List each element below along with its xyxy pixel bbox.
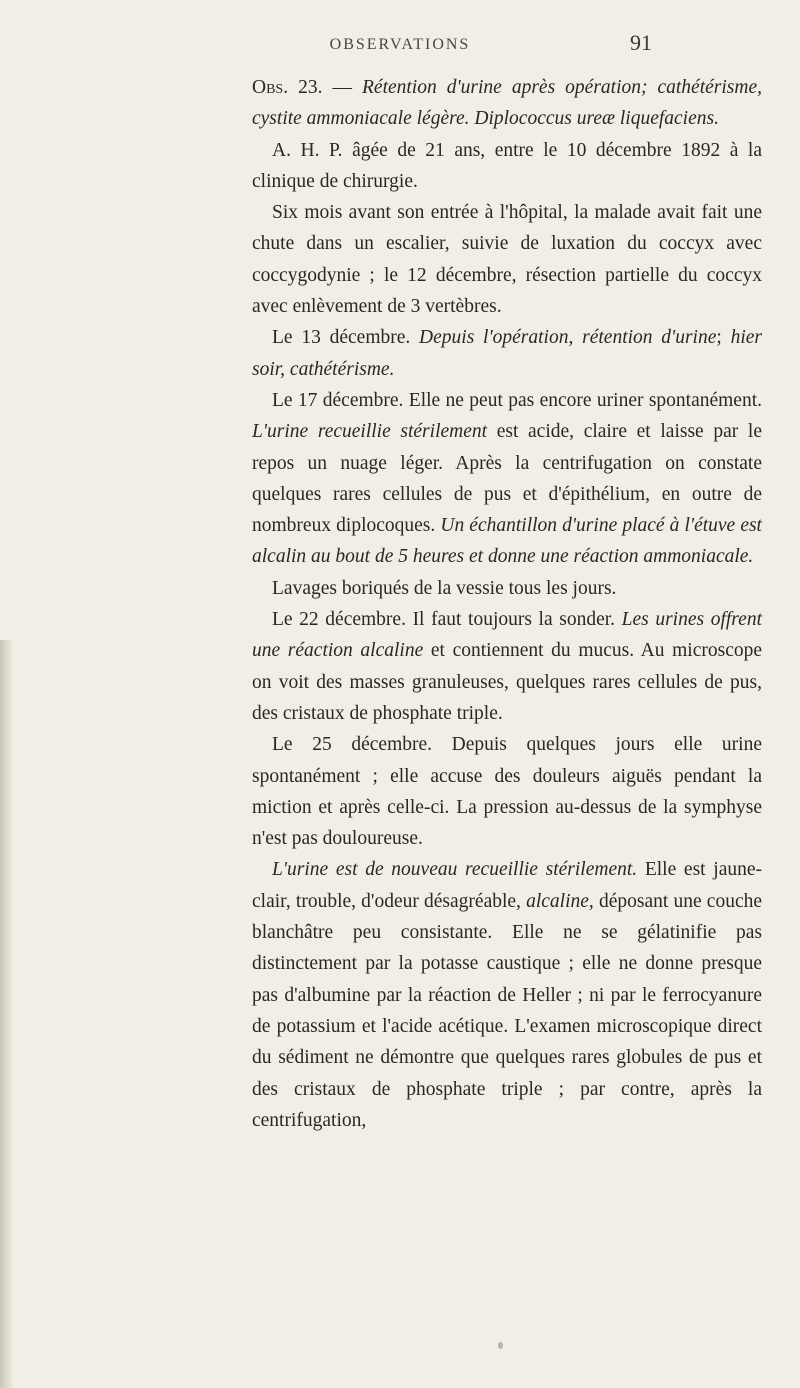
body-text [252, 72, 762, 1136]
italic-text: Les urines offrent une réaction alcaline [252, 609, 762, 662]
paragraph [252, 854, 762, 1136]
paragraph [252, 197, 762, 322]
text-run: A. H. P. âgée de 21 ans, entre le 10 décembre 1892 à la clinique de chirurgie. [252, 139, 762, 192]
paragraph [252, 573, 762, 604]
paragraph [252, 604, 762, 729]
paragraph-list [252, 135, 762, 1137]
italic-text: Un échantillon d'urine placé à l'étuve est alcalin au bout de 5 heures et donne une réaction ammoniacale. [252, 515, 762, 568]
text-run: Elle est jaune-clair, trouble, d'odeur désagréable, [252, 859, 762, 912]
italic-text: L'urine recueillie stérilement [252, 421, 488, 443]
italic-text: Depuis l'opération, rétention d'urine [419, 327, 717, 349]
text-run: Le 25 décembre. Depuis quelques jours elle urine spontanément ; elle accuse des douleurs aiguës pendant la miction et après celle-ci. La pression au-dessus de la symphyse n'est pas douloureuse. [252, 734, 762, 850]
running-head: OBSERVATIONS [329, 36, 471, 53]
italic-text: L'urine est de nouveau recueillie stérilement. [272, 859, 638, 881]
text-run: Six mois avant son entrée à l'hôpital, la malade avait fait une chute dans un escalier, suivie de luxation du coccyx avec coccygodynie ; le 12 décembre, résection partielle du coccyx avec enlèvement de 3 vertèbres. [252, 202, 762, 318]
text-run: Le 13 décembre. [272, 327, 420, 349]
italic-text: hier soir, cathétérisme. [252, 327, 763, 380]
text-run: Le 22 décembre. Il faut toujours la sonder. [272, 609, 622, 631]
observation-title: Rétention d'urine après opération; cathétérisme, cystite ammoniacale légère. Diplococcus ureæ liquefaciens. [252, 77, 762, 130]
text-run: et contiennent du mucus. Au microscope on voit des masses granuleuses, quelques rares cellules de pus, des cristaux de phosphate triple. [252, 640, 763, 724]
paragraph [252, 135, 762, 198]
text-run: Le 17 décembre. Elle ne peut pas encore uriner spontanément. [272, 389, 762, 411]
observation-number: . 23. — [283, 77, 362, 98]
observation-heading [252, 72, 762, 135]
text-run: Lavages boriqués de la vessie tous les jours. [272, 577, 617, 599]
paragraph [252, 729, 762, 854]
observation-label: Obs [252, 77, 284, 98]
paragraph [252, 385, 762, 573]
page-number: 91 [630, 30, 652, 55]
text-run: , déposant une couche blanchâtre peu consistante. Elle ne se gélatinifie pas distinctement par la potasse caustique ; elle ne donne presque pas d'albumine par la réaction de Heller ; ni par le ferrocyanure de potassium et l'acide acétique. L'examen microscopique direct du sédiment ne démontre que quelques rares globules de pus et des cristaux de phosphate triple ; par contre, après la centrifugation, [252, 890, 762, 1131]
page-speck [498, 1342, 503, 1349]
page-edge-shadow [0, 640, 14, 1388]
italic-text: alcaline [526, 890, 589, 912]
text-run: ; [716, 327, 731, 349]
paragraph [252, 322, 762, 385]
text-run: est acide, claire et laisse par le repos un nuage léger. Après la centrifugation on constate quelques rares cellules de pus et d'épithélium, en outre de nombreux diplocoques. [252, 421, 762, 537]
